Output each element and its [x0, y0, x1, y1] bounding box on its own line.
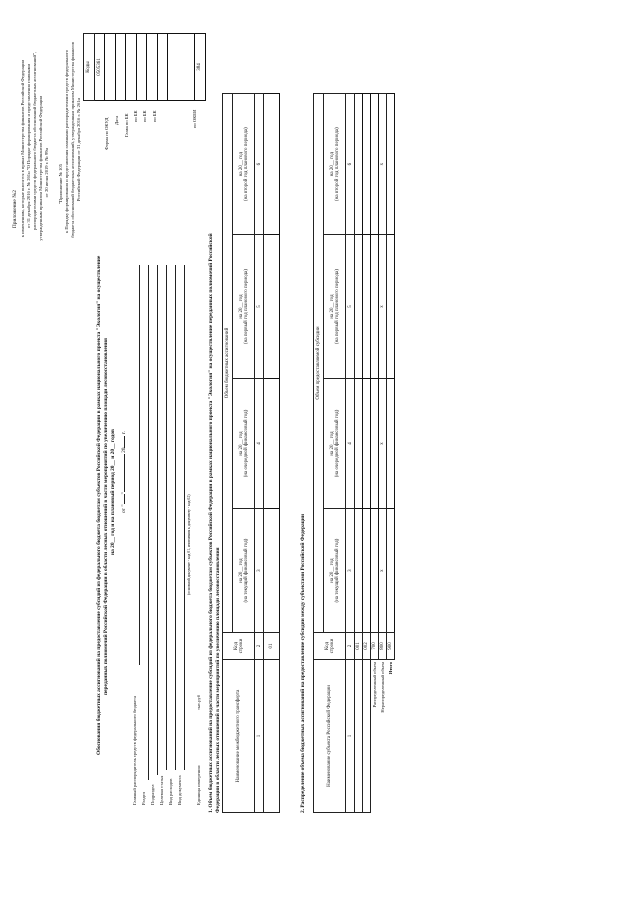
field-label-cs: Целевая статья	[159, 775, 164, 805]
s1-header-col3: на 20__ год (на текущий финансовый год)	[233, 509, 255, 633]
codes-label: Форма по ОКУД	[104, 117, 109, 150]
code-okud[interactable]: 0505361	[94, 34, 105, 101]
s2-x-mark: x	[379, 94, 387, 235]
date-prefix: от "	[121, 504, 127, 513]
sub-appendix-line: Российской Федерации от 31 декабря 2016 г. № 261н	[76, 98, 81, 202]
doc-title-line2: переданных полномочий Российской Федерации в области лесных отношений в части мероприятий по увеличению площади лесовосстановления	[103, 338, 109, 695]
sub-appendix-title: "Приложение № 105	[58, 164, 63, 205]
s2-summary-label: Распределенный объем	[372, 662, 378, 708]
codes-label: по ОКЕИ	[192, 109, 197, 128]
section1-table	[222, 93, 280, 813]
s1-cell[interactable]	[264, 235, 280, 379]
s2-row-name[interactable]	[355, 660, 363, 813]
date-line	[121, 431, 127, 513]
field-label-vid-doc: Вид документа	[177, 775, 182, 805]
unit-value: тыс.руб	[196, 694, 201, 710]
s2-x-mark: x	[379, 509, 387, 633]
s2-cell[interactable]	[363, 94, 371, 235]
codes-label: Глава по БК	[124, 113, 129, 137]
s2-summary-code: 900	[387, 633, 395, 660]
s2-cell[interactable]	[371, 94, 379, 235]
s1-cell[interactable]	[264, 378, 280, 508]
s2-cell[interactable]	[355, 509, 363, 633]
s1-cell[interactable]	[264, 509, 280, 633]
codes-label: по БК	[152, 110, 157, 122]
field-label-razdel: Раздел	[141, 792, 146, 805]
field-line[interactable]	[139, 265, 140, 665]
code-cs[interactable]	[147, 34, 158, 101]
s2-summary-code: 700	[371, 633, 379, 660]
code-podrazdel[interactable]	[136, 34, 147, 101]
s2-row-code: 001	[355, 633, 363, 660]
s2-header-col5: на 20__ год (на первый год планового периода)	[324, 235, 346, 379]
sub-appendix-line: бюджета обоснований бюджетных ассигнований, утвержденным приказом Министерства финансов	[70, 42, 75, 238]
codes-table	[83, 33, 206, 101]
section2-table	[313, 93, 395, 813]
s1-row-code: 01	[264, 633, 280, 660]
s2-cell[interactable]	[387, 94, 395, 235]
s2-colnum: 5	[346, 235, 355, 379]
codes-label: Дата	[114, 115, 119, 125]
s2-cell[interactable]	[387, 378, 395, 508]
codes-label: по БК	[142, 110, 147, 122]
date-mid: "	[121, 492, 127, 495]
s1-colnum: 2	[255, 633, 264, 660]
code-okei[interactable]: 384	[195, 34, 206, 101]
code-glava[interactable]	[115, 34, 126, 101]
s2-header-col3: на 20__ год (на текущий финансовый год)	[324, 509, 346, 633]
doc-type-hint: (основной документ - код 01, изменения к документу - код 02)	[187, 494, 191, 595]
appendix-line: к изменениям, которые вносятся в приказ Министерства финансов Российской Федерации	[20, 60, 25, 238]
appendix-line: утвержденным приказом Министерства финансов Российской Федерации	[38, 96, 43, 241]
date-year: 20	[121, 447, 127, 453]
code-date[interactable]	[105, 34, 116, 101]
s2-cell[interactable]	[371, 378, 379, 508]
s2-colnum: 2	[346, 633, 355, 660]
s1-cell[interactable]	[264, 94, 280, 235]
s2-cell[interactable]	[371, 509, 379, 633]
codes-header: Коды	[84, 34, 95, 101]
appendix-line: распорядителями средств федерального бюджета обоснований бюджетных ассигнований",	[32, 52, 37, 230]
s2-colnum: 6	[346, 94, 355, 235]
sub-appendix-line: к Порядку формирования и представления главными распорядителями средств федерального	[64, 50, 69, 234]
s1-colnum: 5	[255, 235, 264, 379]
s1-row-name[interactable]	[264, 660, 280, 813]
doc-title-line1: Обоснования бюджетных ассигнований на предоставление субсидий из федерального бюджета бюджетам субъектов Российской Федерации в рамках национального проекта "Экология" на осуществление	[96, 255, 102, 755]
s1-group-header: Объем бюджетных ассигнований	[223, 94, 233, 633]
s2-cell[interactable]	[363, 509, 371, 633]
section1-title: 1. Объем бюджетных ассигнований на предоставление субсидий из федерального бюджета бюджетам субъектов Российской Федерации в рамках национального проекта "Экология" на осуществление переданных полномочий Российской	[208, 233, 214, 813]
s1-colnum: 6	[255, 94, 264, 235]
s2-row-name[interactable]	[363, 660, 371, 813]
s2-x-mark: x	[379, 378, 387, 508]
appendix-line: от 31 декабря 2016 г. № 261н "О Порядке формирования и представления главными	[26, 64, 31, 228]
s2-colnum: 1	[346, 660, 355, 813]
s1-header-name: Наименование межбюджетного трансферта	[223, 660, 255, 813]
appendix-title: Приложение №2	[12, 190, 18, 229]
s2-cell[interactable]	[355, 235, 363, 379]
unit-label: Единица измерения:	[196, 765, 201, 805]
section2-title: 2. Распределение объема бюджетных ассигнований на предоставление субсидии между субъектами Российской Федерации	[300, 514, 306, 813]
field-label-podrazdel: Подраздел	[150, 784, 155, 805]
s2-cell[interactable]	[363, 235, 371, 379]
s2-group-header: Объем предоставляемой субсидии	[314, 94, 324, 633]
s2-colnum: 3	[346, 509, 355, 633]
s2-header-col4: на 20__ год (на очередной финансовый год)	[324, 378, 346, 508]
s2-header-code: Код строки	[314, 633, 346, 660]
s2-row-code: 002	[363, 633, 371, 660]
field-line[interactable]	[148, 265, 149, 780]
s2-colnum: 4	[346, 378, 355, 508]
field-line[interactable]	[157, 265, 158, 775]
doc-title-line3: на 20__ год и на плановый период 20__ и 20__ годов	[110, 429, 116, 555]
s1-header-col5: на 20__ год (на первый год планового периода)	[233, 235, 255, 379]
s1-header-col6: на 20__ год (на второй год планового периода)	[233, 94, 255, 235]
field-line[interactable]	[166, 265, 167, 770]
s2-header-col6: на 20__ год (на второй год планового периода)	[324, 94, 346, 235]
s2-cell[interactable]	[363, 378, 371, 508]
s1-colnum: 1	[255, 660, 264, 813]
section1-title: Федерации в области лесных отношений в части мероприятий по увеличению площади лесовосстановления	[215, 547, 221, 813]
appendix-line: от 20 июня 2019 г. № 99н	[44, 148, 49, 198]
s2-cell[interactable]	[371, 235, 379, 379]
s1-header-code: Код строки	[223, 633, 255, 660]
s1-colnum: 4	[255, 378, 264, 508]
codes-label: по БК	[133, 110, 138, 122]
date-suffix: г.	[121, 431, 127, 435]
code-razdel[interactable]	[126, 34, 137, 101]
field-label-vr: Вид расходов	[168, 778, 173, 805]
code-vid-doc[interactable]	[168, 34, 195, 101]
s1-header-col4: на 20__ год (на очередной финансовый год)	[233, 378, 255, 508]
field-line[interactable]	[175, 265, 176, 770]
s1-colnum: 3	[255, 509, 264, 633]
s2-summary-label: Итого	[388, 662, 393, 675]
s2-header-name: Наименование субъекта Российской Федерации	[314, 660, 346, 813]
field-line[interactable]	[184, 265, 185, 770]
s2-summary-code: 800	[379, 633, 387, 660]
s2-cell[interactable]	[355, 94, 363, 235]
s2-cell[interactable]	[387, 235, 395, 379]
s2-x-mark: x	[379, 235, 387, 379]
code-vr[interactable]	[157, 34, 168, 101]
s2-cell[interactable]	[387, 509, 395, 633]
field-label-grbs: Главный распорядитель средств федерального бюджета	[132, 695, 137, 805]
s2-cell[interactable]	[355, 378, 363, 508]
s2-summary-label: Нераспределенный объем	[380, 662, 385, 713]
